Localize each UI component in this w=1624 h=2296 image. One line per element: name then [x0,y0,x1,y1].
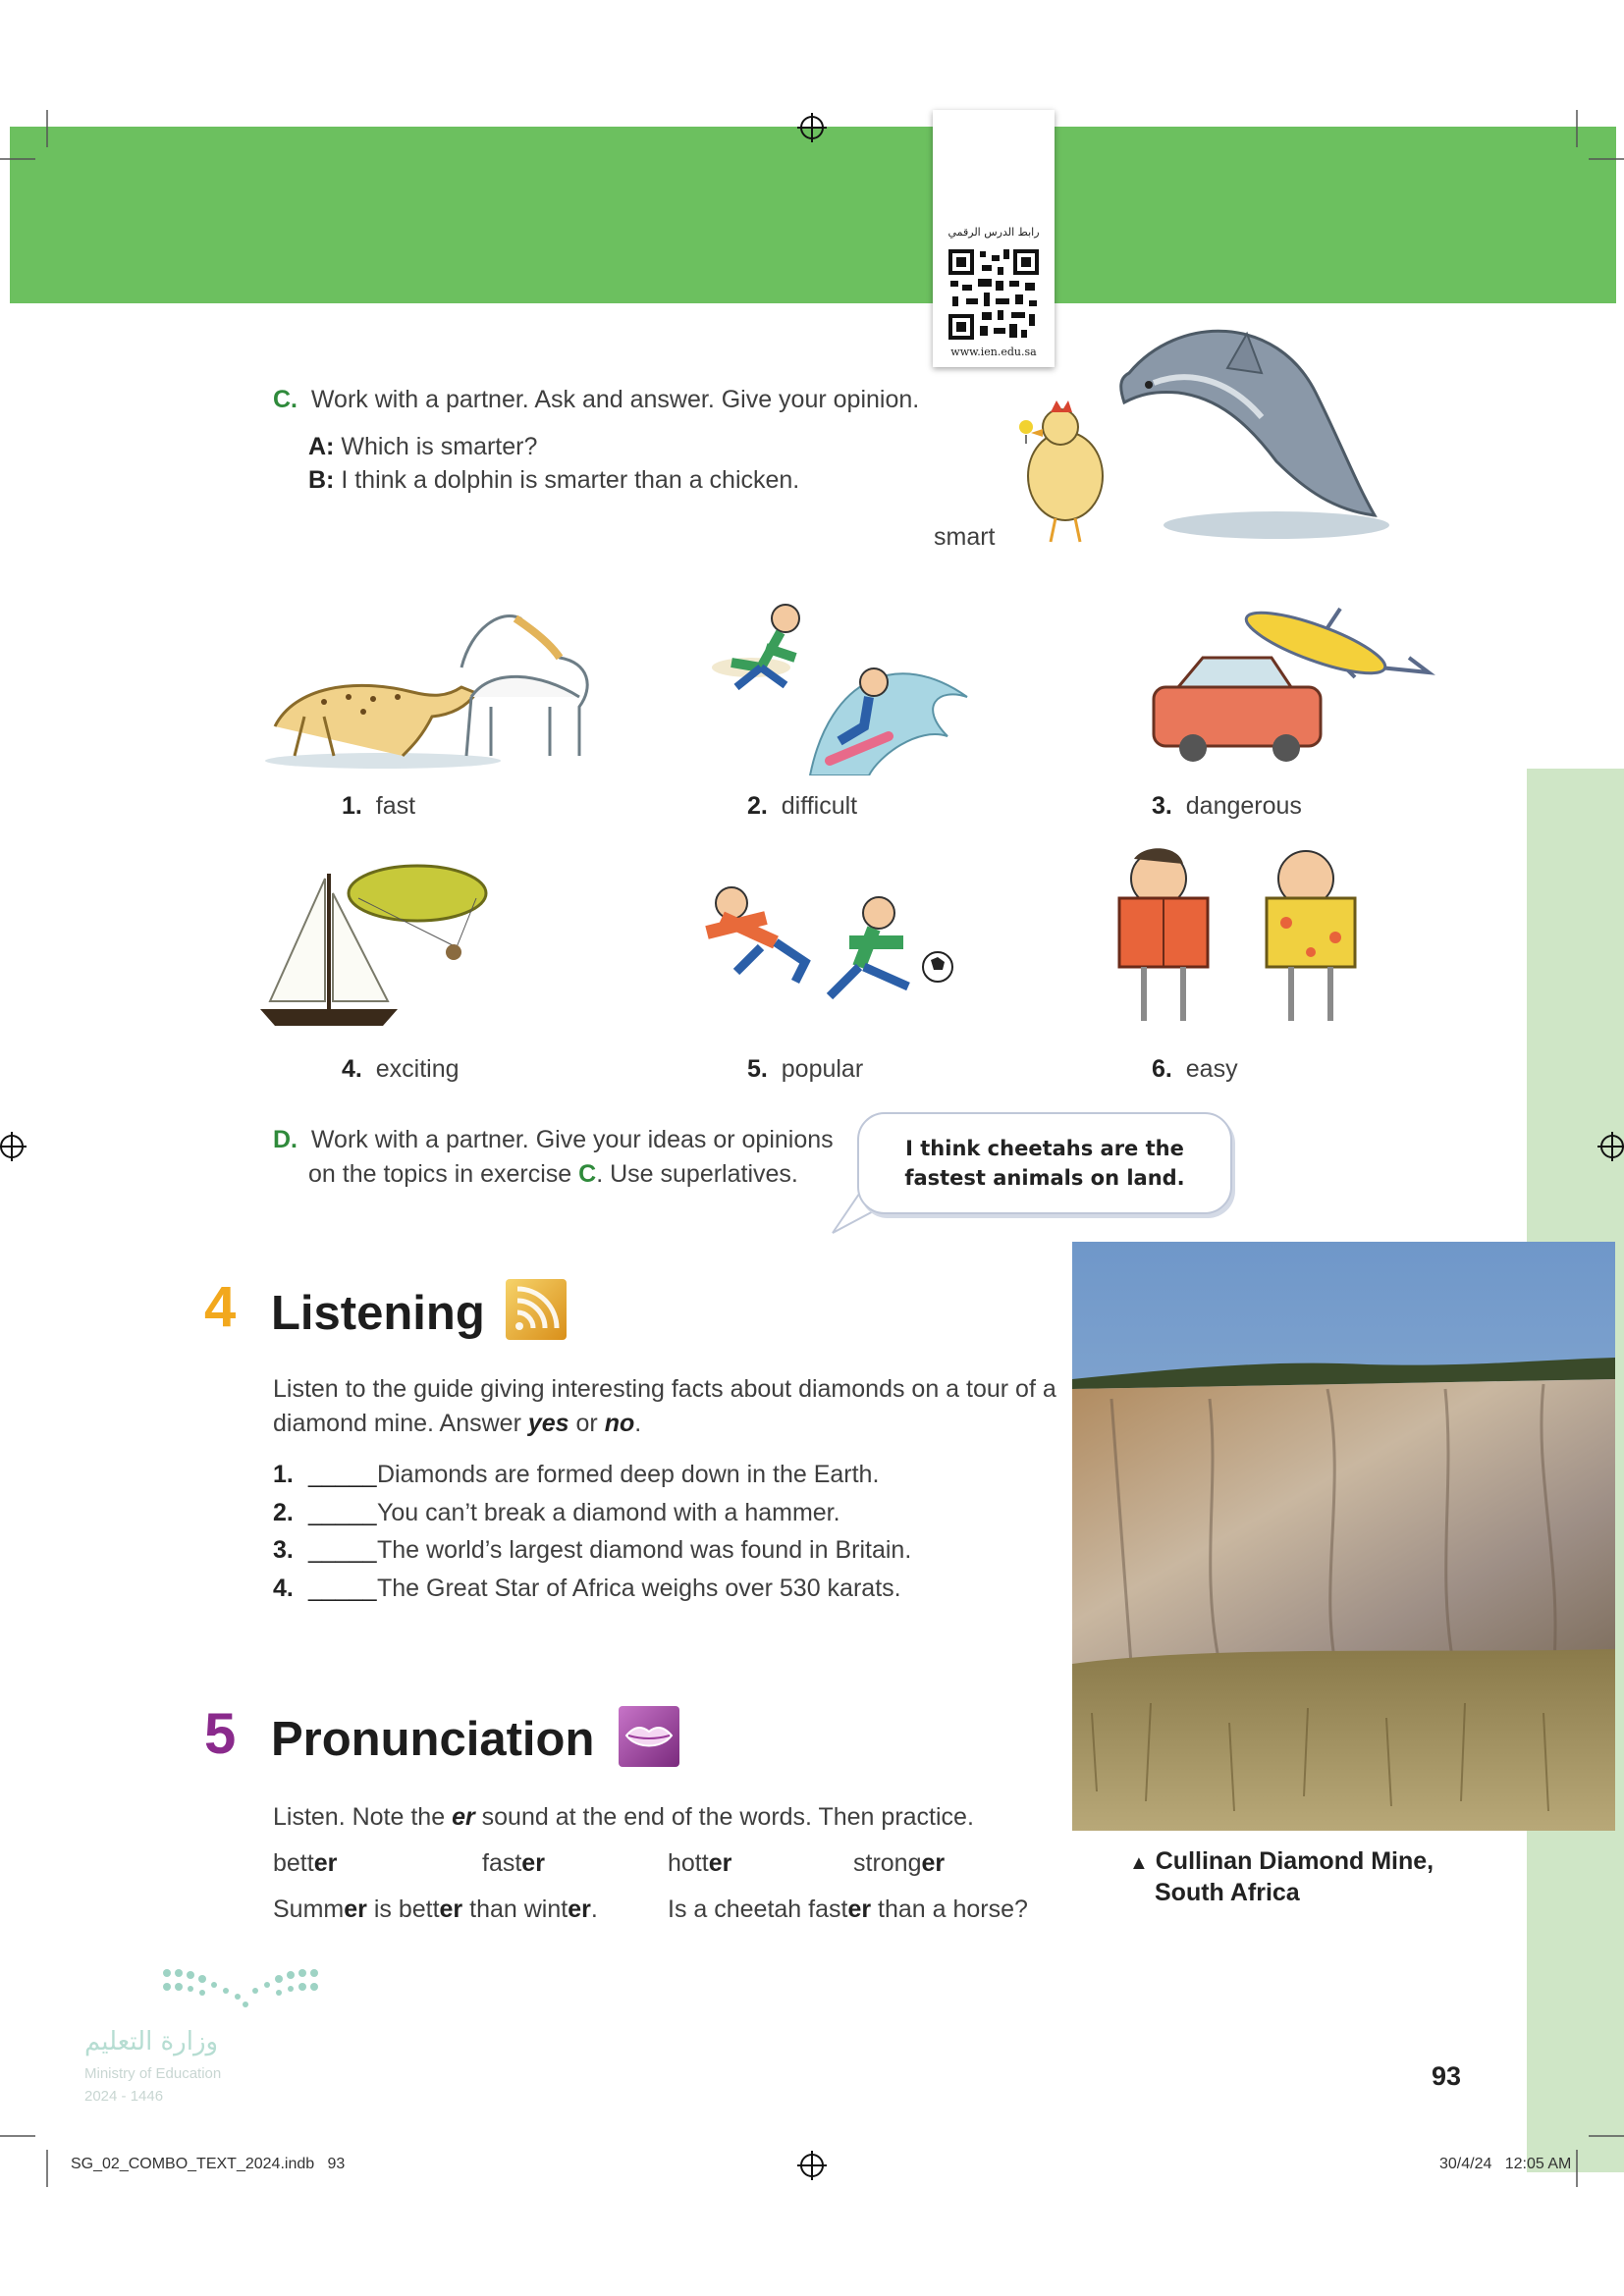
ministry-name-en: Ministry of Education [84,2065,222,2082]
answer-blank[interactable]: _____ [308,1461,377,1488]
lips-icon[interactable] [619,1706,679,1767]
listening-item-3: 3. _____The world’s largest diamond was found in Britain. [273,1533,911,1568]
dolphin-chicken-illustration [982,314,1394,550]
ministry-name-ar: وزارة التعليم [84,2027,219,2056]
ministry-logo-icon [157,1963,324,2018]
picture-item-5: 5. popular [747,1055,864,1083]
listening-item-4: 4. _____The Great Star of Africa weighs over 530 karats. [273,1572,901,1606]
exercise-c-instruction: C. Work with a partner. Ask and answer. Give your opinion. [273,386,920,413]
word-faster: faster [482,1849,545,1877]
runners-football-illustration [677,874,972,1021]
answer-blank[interactable]: _____ [308,1575,377,1602]
registration-mark-right [1597,1132,1624,1161]
file-info: SG_02_COMBO_TEXT_2024.indb 93 [71,2156,346,2172]
triangle-marker-icon: ▲ [1129,1852,1149,1874]
exercise-d-instruction-line1: D. Work with a partner. Give your ideas or opinions [273,1126,834,1153]
reading-boys-illustration [1085,839,1380,1036]
speech-bubble: I think cheetahs are the fastest animals on land. [857,1112,1232,1214]
picture-item-1: 1. fast [342,792,416,820]
word-better: better [273,1849,338,1877]
pronunciation-intro: Listen. Note the er sound at the end of the words. Then practice. [273,1803,974,1831]
dialogue-line-b: B: I think a dolphin is smarter than a chicken. [308,466,800,494]
word-hotter: hotter [668,1849,732,1877]
photo-caption-line2: South Africa [1155,1879,1300,1906]
pronunciation-title: Pronunciation [271,1713,595,1766]
skater-surfer-illustration [692,589,1006,775]
timestamp: 30/4/24 12:05 AM [1439,2156,1572,2172]
listening-intro-line2: diamond mine. Answer yes or no. [273,1410,642,1437]
answer-blank[interactable]: _____ [308,1499,377,1526]
sentence-summer: Summer is better than winter. [273,1896,598,1923]
listening-item-1: 1. _____Diamonds are formed deep down in the Earth. [273,1458,879,1492]
listening-title: Listening [271,1287,485,1340]
picture-item-4: 4. exciting [342,1055,460,1083]
listening-intro-line1: Listen to the guide giving interesting facts about diamonds on a tour of a [273,1375,1056,1403]
pronunciation-section-number: 5 [204,1702,237,1766]
qr-url[interactable]: www.ien.edu.sa [950,346,1037,358]
dialogue-line-a: A: Which is smarter? [308,433,538,460]
ministry-year: 2024 - 1446 [84,2088,164,2105]
listening-section-number: 4 [204,1275,237,1339]
audio-icon[interactable] [506,1279,567,1340]
diamond-mine-photo [1072,1242,1615,1831]
picture-item-3: 3. dangerous [1152,792,1302,820]
picture-item-6: 6. easy [1152,1055,1238,1083]
word-stronger: stronger [853,1849,946,1877]
registration-mark-top [797,113,827,142]
listening-item-2: 2. _____You can’t break a diamond with a hammer. [273,1496,840,1530]
cheetah-horse-illustration [265,599,599,775]
page-number: 93 [1432,2061,1462,2091]
registration-mark-left [0,1132,27,1161]
photo-caption: ▲ Cullinan Diamond Mine, [1129,1847,1435,1875]
sentence-cheetah: Is a cheetah faster than a horse? [668,1896,1028,1923]
answer-blank[interactable]: _____ [308,1536,377,1564]
qr-title: رابط الدرس الرقمي [947,226,1040,239]
registration-mark-bottom [797,2151,827,2180]
example-word: smart [934,523,996,551]
sailboat-paraglider-illustration [250,854,565,1036]
car-plane-illustration [1144,599,1438,775]
picture-item-2: 2. difficult [747,792,858,820]
exercise-d-instruction-line2: on the topics in exercise C. Use superlatives. [308,1160,798,1188]
